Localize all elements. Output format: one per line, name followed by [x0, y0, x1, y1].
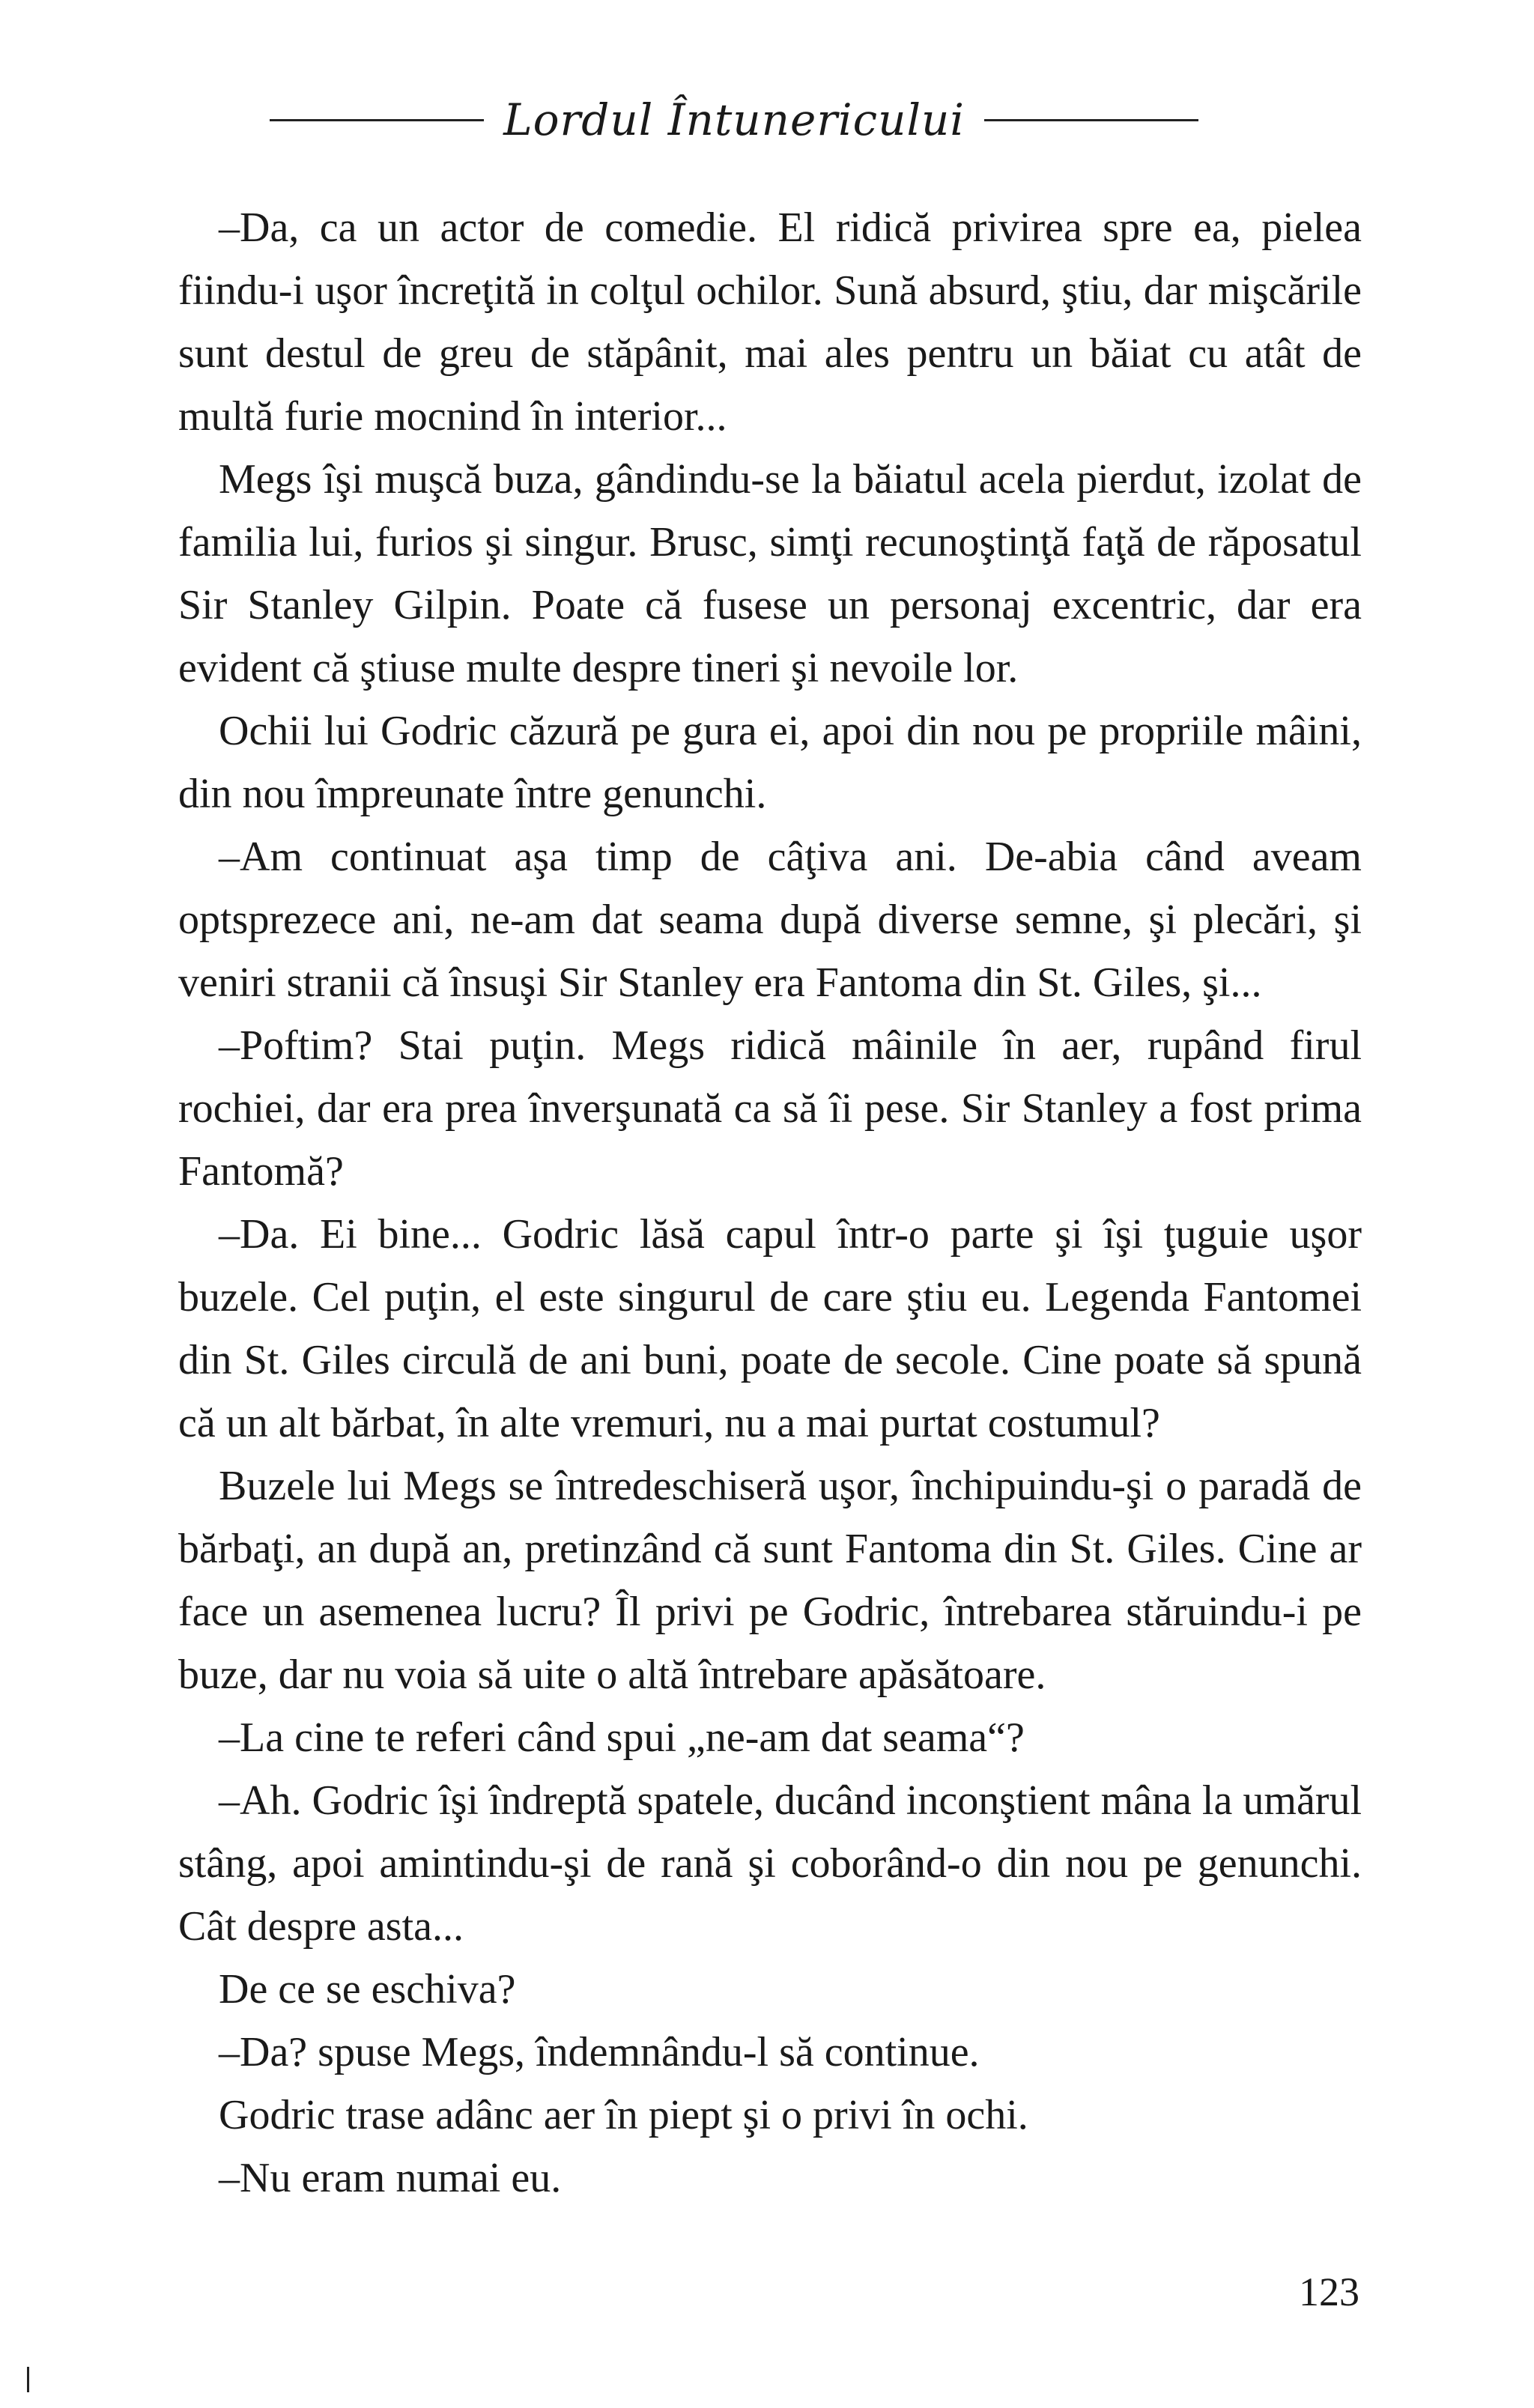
running-head-left-rule [270, 119, 484, 121]
scan-margin-mark [27, 2367, 29, 2392]
paragraph: Ochii lui Godric căzură pe gura ei, apoi din nou pe propriile mâini, din nou împreunate între genunchi. [178, 708, 1362, 817]
running-head [270, 75, 1198, 165]
paragraph: Godric trase adânc aer în piept şi o privi în ochi. [219, 2092, 1028, 2138]
paragraph: –Da? spuse Megs, îndemnându-l să continue. [219, 2029, 980, 2075]
running-head-right-rule [984, 119, 1198, 121]
paragraph: –Am continuat aşa timp de câţiva ani. De-abia când aveam optsprezece ani, ne-am dat seama după diverse semne, şi plecări, şi veniri stranii că însuşi Sir Stanley era Fantoma din St. Giles, şi... [178, 834, 1362, 1006]
paragraph: –Ah. Godric îşi îndreptă spatele, ducând inconştient mâna la umărul stâng, apoi amintindu-şi de rană şi coborând-o din nou pe genunchi. Cât despre asta... [178, 1777, 1362, 1950]
running-head-title: Lordul Întunericului [503, 94, 965, 145]
paragraph: Buzele lui Megs se întredeschiseră uşor, închipuindu-şi o paradă de bărbaţi, an după an, pretinzând că sunt Fantoma din St. Giles. Cine ar face un asemenea lucru? Îl privi pe Godric, întrebarea stăruindu-i pe buze, dar nu voia să uite o altă întrebare apăsătoare. [178, 1463, 1362, 1698]
paragraph: De ce se eschiva? [219, 1966, 516, 2013]
paragraph: –Da. Ei bine... Godric lăsă capul într-o parte şi îşi ţuguie uşor buzele. Cel puţin, el este singurul de care ştiu eu. Legenda Fantomei din St. Giles circulă de ani buni, poate de secole. Cine poate să spună că un alt bărbat, în alte vremuri, nu a mai purtat costumul? [178, 1211, 1362, 1446]
paragraph: –La cine te referi când spui „ne-am dat seama“? [219, 1714, 1025, 1761]
paragraph: –Poftim? Stai puţin. Megs ridică mâinile în aer, rupând firul rochiei, dar era prea înverşunată ca să îi pese. Sir Stanley a fost prima Fantomă? [178, 1022, 1362, 1195]
paragraph: Megs îşi muşcă buza, gândindu-se la băiatul acela pierdut, izolat de familia lui, furios şi singur. Brusc, simţi recunoştinţă faţă de răposatul Sir Stanley Gilpin. Poate că fusese un personaj excentric, dar era evident că ştiuse multe despre tineri şi nevoile lor. [178, 456, 1362, 691]
paragraph: –Nu eram numai eu. [219, 2155, 562, 2201]
paragraph: –Da, ca un actor de comedie. El ridică privirea spre ea, pielea fiindu-i uşor încreţită in colţul ochilor. Sună absurd, ştiu, dar mişcările sunt destul de greu de stăpânit, mai ales pentru un băiat cu atât de multă furie mocnind în interior... [178, 204, 1362, 440]
body-text [178, 196, 1362, 2210]
page-number: 123 [1299, 2269, 1359, 2314]
